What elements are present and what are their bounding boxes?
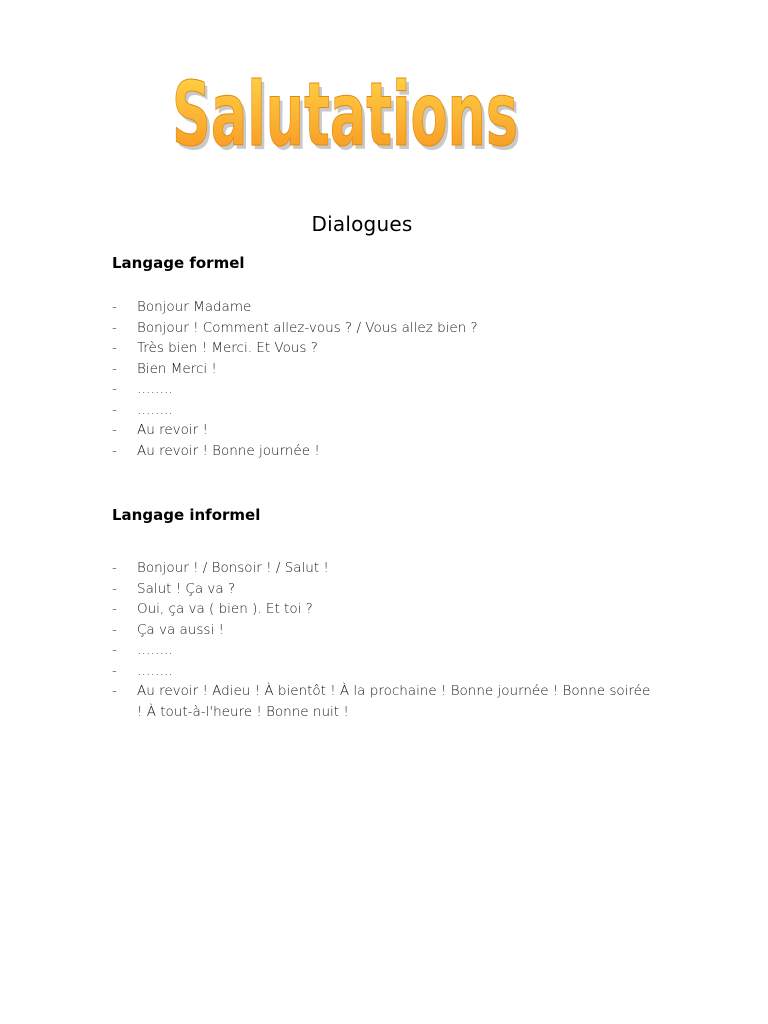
dialogue-line-text: Au revoir ! Adieu ! À bientôt ! À la prochaine ! Bonne journée ! Bonne soirée ! À tout-à-l'heure ! Bonne nuit ! (137, 683, 651, 720)
page-title (170, 58, 530, 158)
dialogue-line-text: Oui, ça va ( bien ). Et toi ? (137, 601, 313, 617)
bullet-dash: - (112, 642, 117, 658)
title-shadow: Salutations (175, 67, 521, 158)
bullet-dash: - (112, 560, 117, 576)
dialogue-line (112, 400, 652, 421)
bullet-dash: - (112, 381, 117, 397)
bullet-dash: - (112, 683, 117, 699)
dialogue-line-text: Au revoir ! Bonne journée ! (137, 442, 320, 459)
subtitle-dialogues: Dialogues (311, 212, 413, 236)
dialogue-line-text: Bonjour ! / Bonsoir ! / Salut ! (137, 560, 329, 576)
section-heading-informel: Langage informel (112, 506, 261, 524)
dialogue-line (112, 640, 652, 661)
bullet-dash: - (112, 662, 117, 679)
bullet-dash: - (112, 580, 117, 597)
dialogue-line (112, 297, 652, 318)
dialogue-line (112, 318, 652, 339)
dialogue-line-text: …….. (137, 662, 173, 679)
dialogue-line-text: Au revoir ! (137, 422, 208, 438)
title-text: Salutations (172, 63, 518, 158)
bullet-dash: - (112, 319, 117, 336)
dialogue-line-text: Bien Merci ! (137, 360, 217, 377)
dialogue-line (112, 599, 652, 620)
bullet-dash: - (112, 360, 117, 377)
bullet-dash: - (112, 401, 117, 418)
dialogue-line (112, 441, 652, 462)
dialogue-line-text: …….. (137, 642, 173, 658)
bullet-dash: - (112, 422, 117, 438)
dialogue-line (112, 620, 652, 641)
dialogue-line (112, 359, 652, 380)
dialogue-line-text: …….. (137, 381, 173, 397)
bullet-dash: - (112, 299, 117, 315)
bullet-dash: - (112, 601, 117, 617)
dialogue-list-formel (112, 297, 652, 461)
dialogue-line (112, 338, 652, 359)
dialogue-list-informel (112, 558, 652, 722)
title-wordart (170, 58, 530, 158)
dialogue-line (112, 579, 652, 600)
dialogue-line (112, 558, 652, 579)
dialogue-line-text: …….. (137, 401, 173, 418)
dialogue-line (112, 681, 652, 722)
dialogue-line-text: Bonjour Madame (137, 299, 252, 315)
bullet-dash: - (112, 621, 117, 638)
dialogue-line-text: Ça va aussi ! (137, 621, 224, 638)
dialogue-line-text: Très bien ! Merci. Et Vous ? (137, 340, 318, 356)
dialogue-line (112, 420, 652, 441)
dialogue-line-text: Bonjour ! Comment allez-vous ? / Vous allez bien ? (137, 319, 478, 336)
section-heading-formel: Langage formel (112, 254, 245, 272)
dialogue-line (112, 661, 652, 682)
bullet-dash: - (112, 442, 117, 459)
bullet-dash: - (112, 340, 117, 356)
dialogue-line (112, 379, 652, 400)
dialogue-line-text: Salut ! Ça va ? (137, 580, 236, 597)
